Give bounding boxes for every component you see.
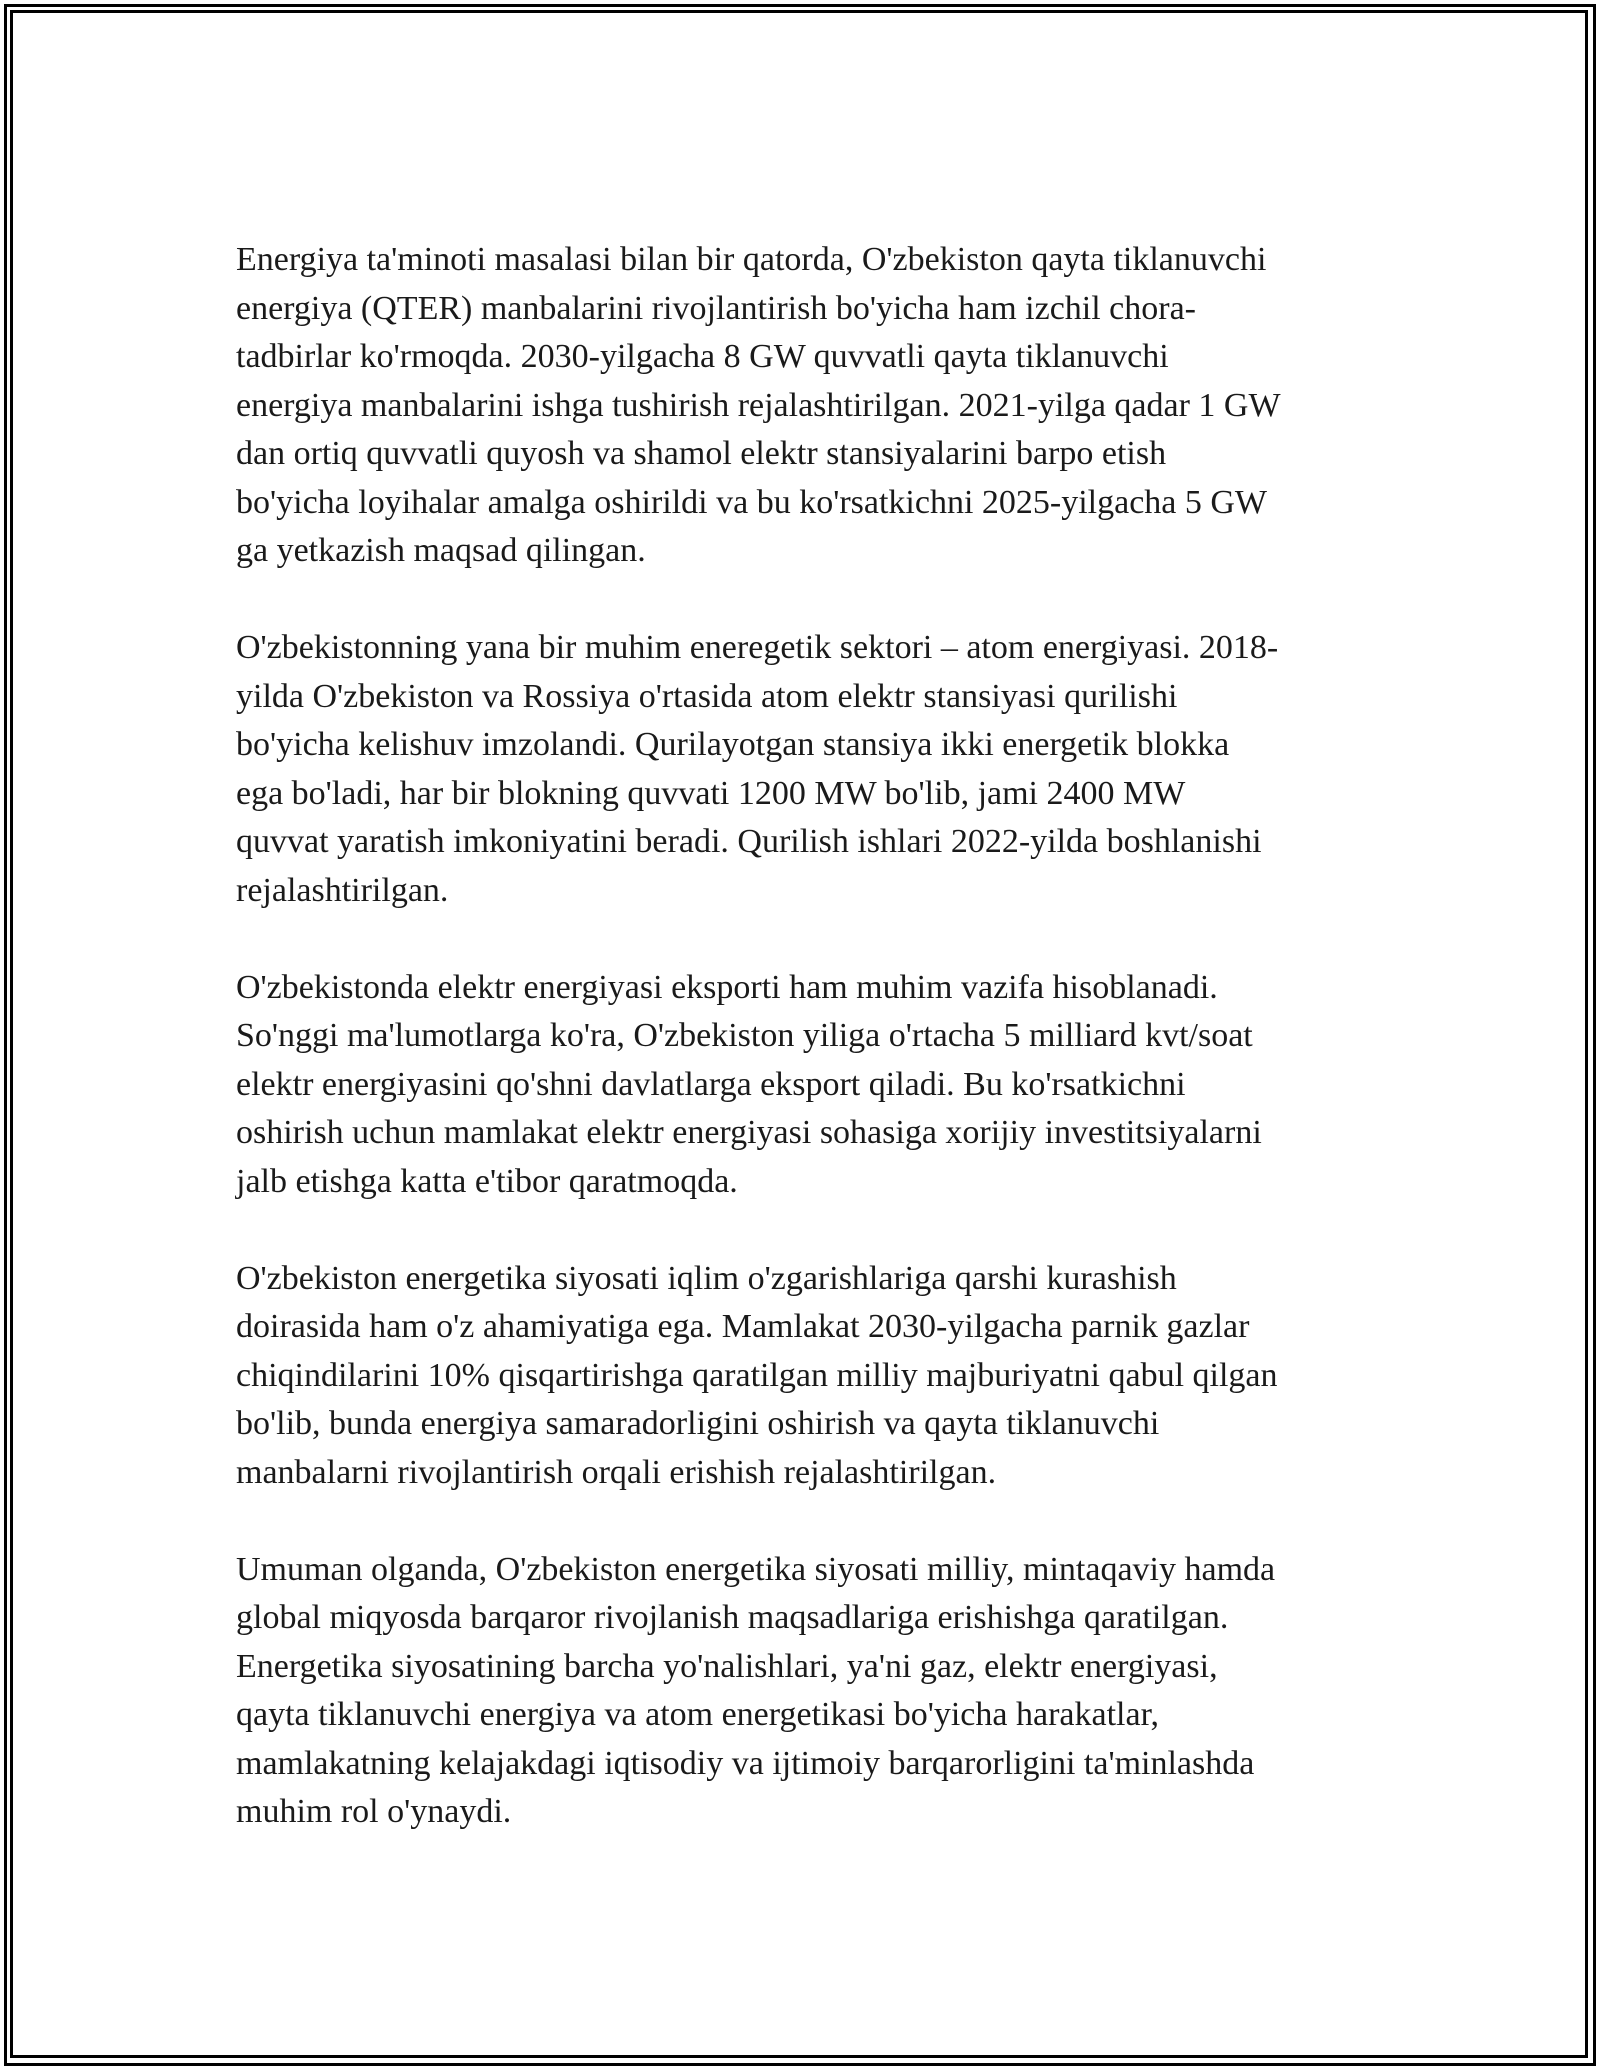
paragraph-electricity-export [236, 964, 1366, 1207]
text-line: Energetika siyosatining barcha yo'nalishlari, ya'ni gaz, elektr energiyasi, [236, 1647, 1218, 1685]
text-line: energiya manbalarini ishga tushirish rejalashtirilgan. 2021-yilga qadar 1 GW [236, 386, 1281, 424]
text-line: mamlakatning kelajakdagi iqtisodiy va ijtimoiy barqarorligini ta'minlashda [236, 1744, 1255, 1782]
paragraph-nuclear-energy [236, 624, 1366, 915]
paragraph-renewable-energy [236, 236, 1366, 576]
text-line: manbalarni rivojlantirish orqali erishish rejalashtirilgan. [236, 1453, 997, 1491]
text-line: bo'yicha kelishuv imzolandi. Qurilayotgan stansiya ikki energetik blokka [236, 726, 1230, 763]
text-line: quvvat yaratish imkoniyatini beradi. Qurilish ishlari 2022-yilda boshlanishi [236, 823, 1262, 860]
text-line: bo'lib, bunda energiya samaradorligini oshirish va qayta tiklanuvchi [236, 1405, 1160, 1442]
text-line: Energiya ta'minoti masalasi bilan bir qatorda, O'zbekiston qayta tiklanuvchi [236, 241, 1267, 278]
document-body [236, 236, 1366, 1837]
text-line: qayta tiklanuvchi energiya va atom energetikasi bo'yicha harakatlar, [236, 1696, 1160, 1733]
text-line: bo'yicha loyihalar amalga oshirildi va bu ko'rsatkichni 2025-yilgacha 5 GW [236, 483, 1268, 521]
text-line: chiqindilarini 10% qisqartirishga qaratilgan milliy majburiyatni qabul qilgan [236, 1356, 1278, 1394]
paragraph-conclusion [236, 1546, 1366, 1837]
text-line: ga yetkazish maqsad qilingan. [236, 532, 646, 569]
text-line: oshirish uchun mamlakat elektr energiyasi sohasiga xorijiy investitsiyalarni [236, 1114, 1262, 1151]
text-line: doirasida ham o'z ahamiyatiga ega. Mamlakat 2030-yilgacha parnik gazlar [236, 1308, 1250, 1345]
text-line: O'zbekistonning yana bir muhim eneregetik sektori – atom energiyasi. 2018- [236, 629, 1279, 666]
text-line: O'zbekistonda elektr energiyasi eksporti ham muhim vazifa hisoblanadi. [236, 968, 1218, 1006]
text-line: muhim rol o'ynaydi. [236, 1793, 512, 1830]
text-line: yilda O'zbekiston va Rossiya o'rtasida atom elektr stansiyasi qurilishi [236, 677, 1178, 715]
text-line: energiya (QTER) manbalarini rivojlantirish bo'yicha ham izchil chora- [236, 289, 1197, 327]
text-line: global miqyosda barqaror rivojlanish maqsadlariga erishishga qaratilgan. [236, 1599, 1229, 1636]
paragraph-climate-policy [236, 1255, 1366, 1498]
text-line: elektr energiyasini qo'shni davlatlarga eksport qiladi. Bu ko'rsatkichni [236, 1065, 1186, 1103]
text-line: O'zbekiston energetika siyosati iqlim o'zgarishlariga qarshi kurashish [236, 1259, 1177, 1297]
text-line: jalb etishga katta e'tibor qaratmoqda. [236, 1162, 738, 1200]
text-line: tadbirlar ko'rmoqda. 2030-yilgacha 8 GW quvvatli qayta tiklanuvchi [236, 338, 1169, 375]
text-line: ega bo'ladi, har bir blokning quvvati 1200 MW bo'lib, jami 2400 MW [236, 774, 1186, 812]
text-line: So'nggi ma'lumotlarga ko'ra, O'zbekiston yiliga o'rtacha 5 milliard kvt/soat [236, 1017, 1253, 1054]
text-line: Umuman olganda, O'zbekiston energetika siyosati milliy, mintaqaviy hamda [236, 1550, 1276, 1588]
text-line: dan ortiq quvvatli quyosh va shamol elektr stansiyalarini barpo etish [236, 435, 1167, 472]
text-line: rejalashtirilgan. [236, 871, 449, 909]
